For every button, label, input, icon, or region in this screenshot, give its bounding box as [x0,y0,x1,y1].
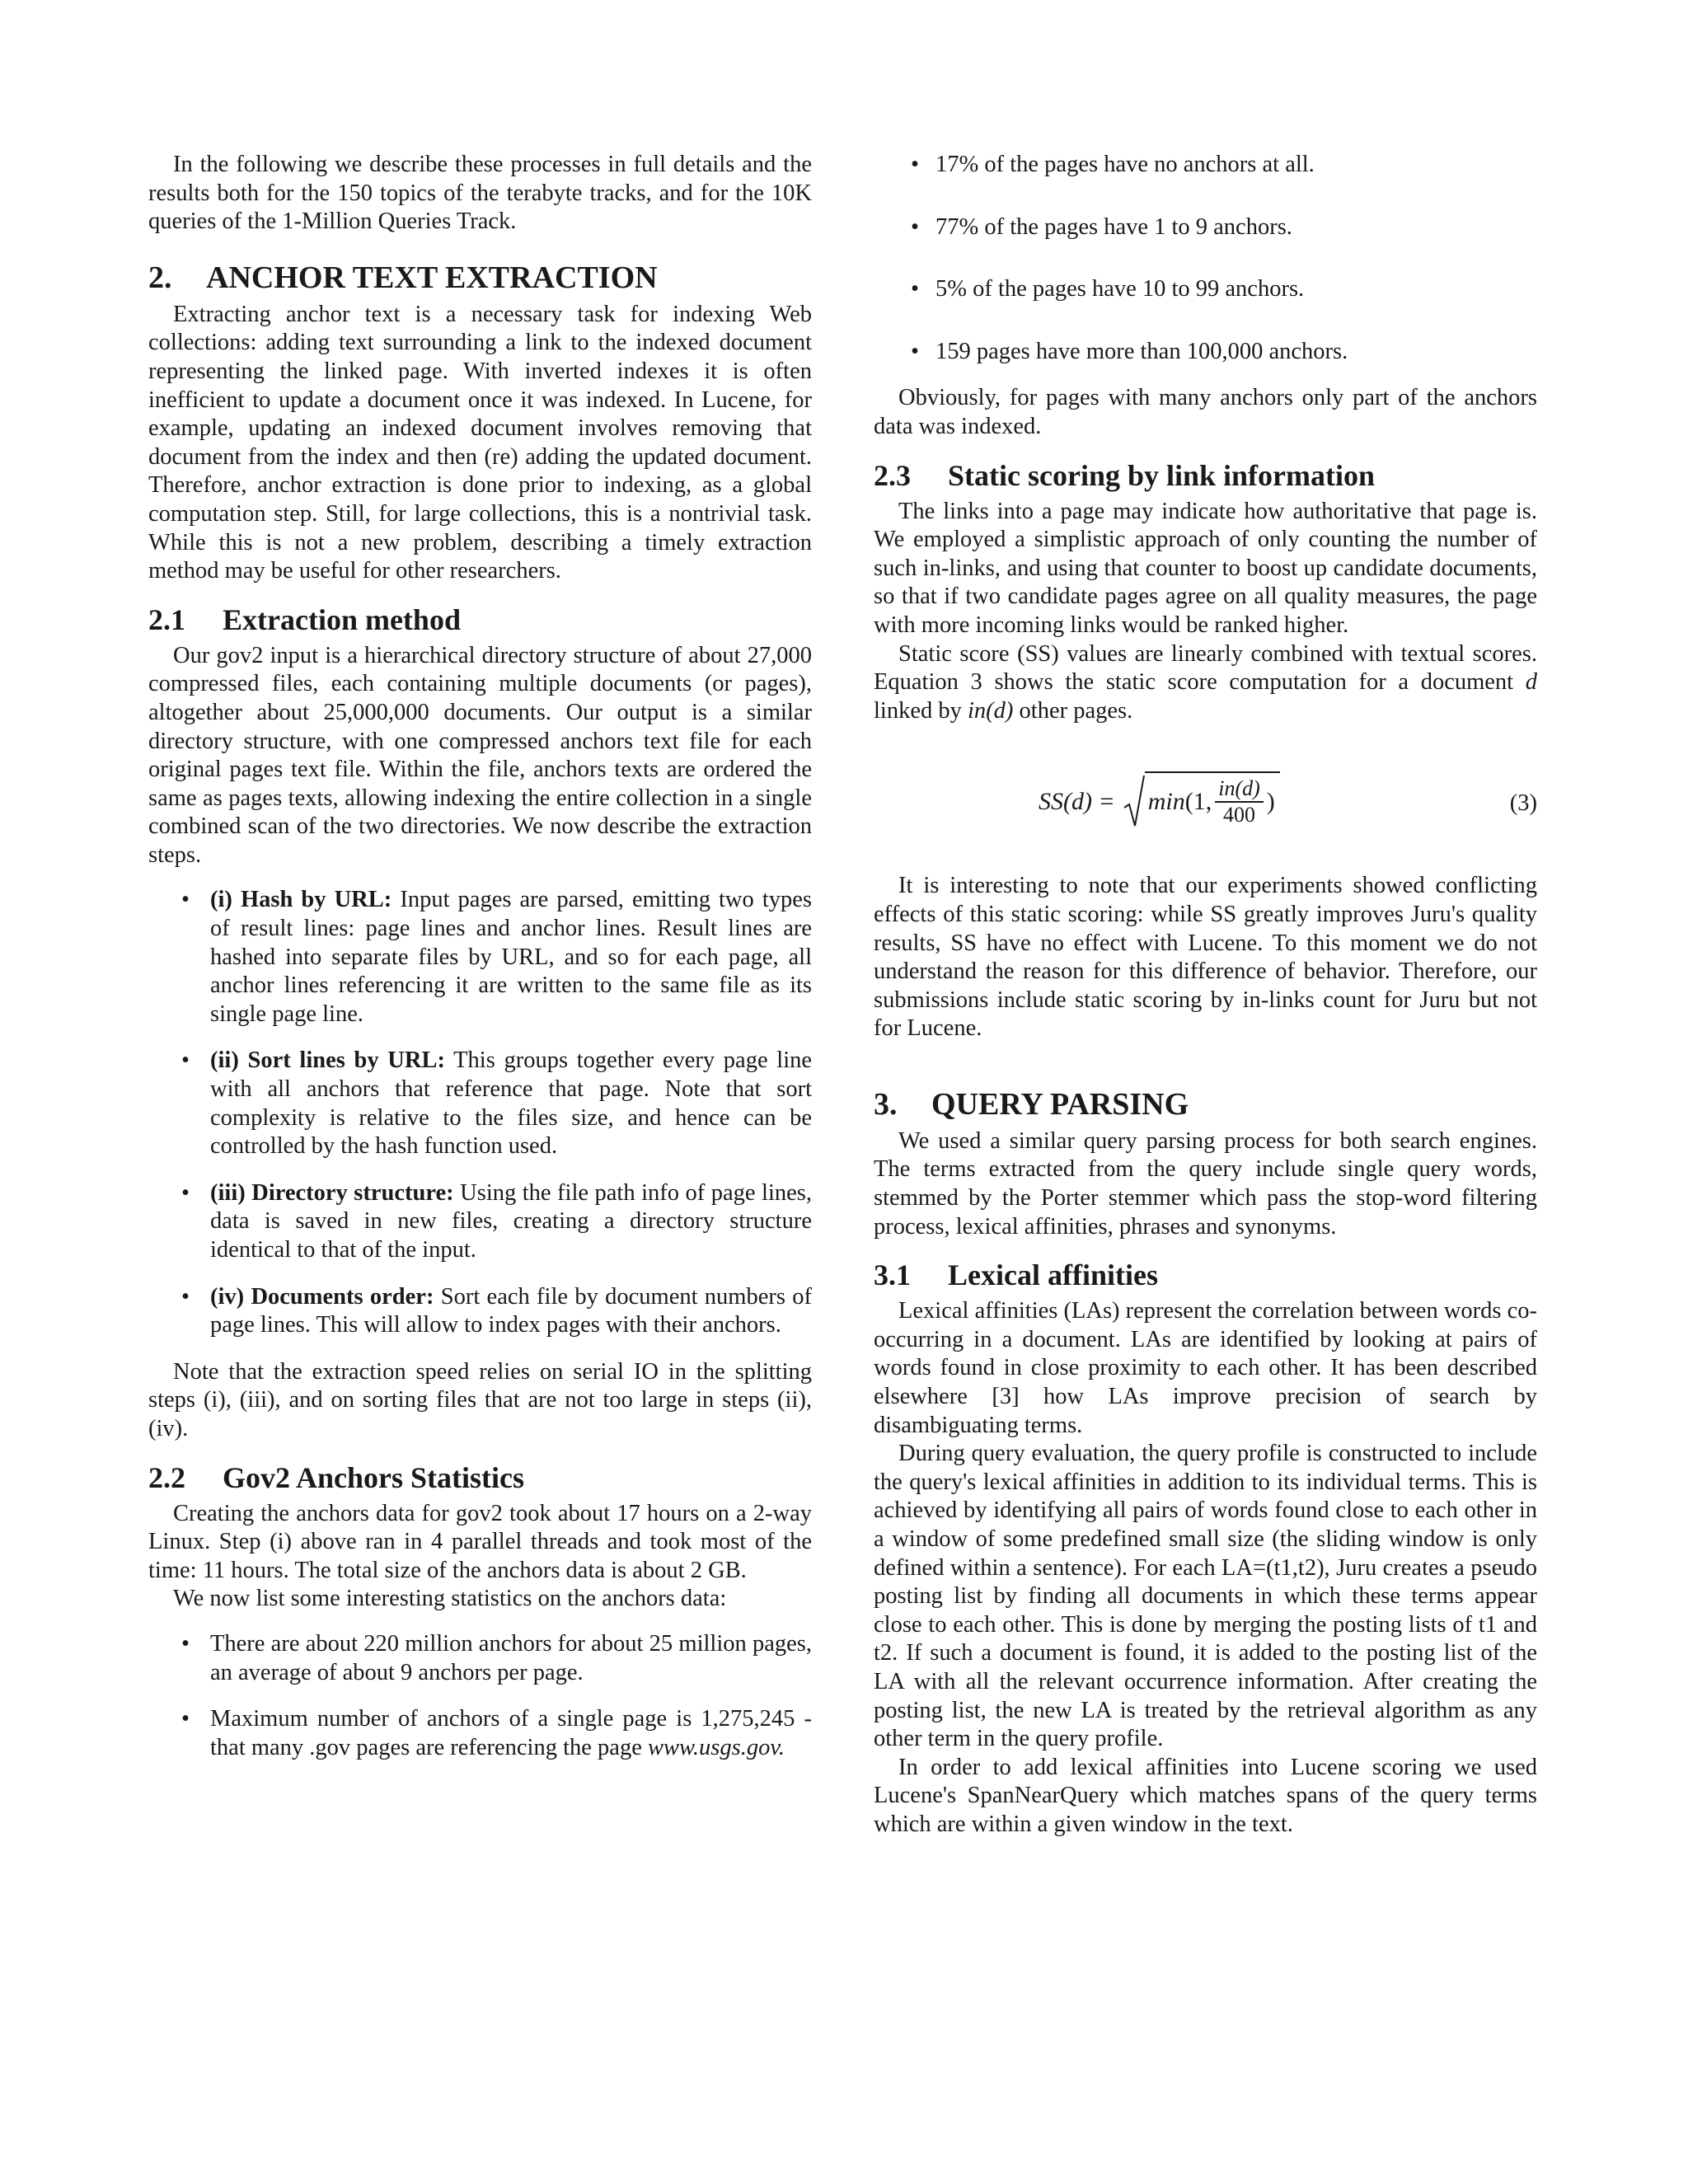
subsection-2-3-heading [874,458,1537,493]
url-text: www.usgs.gov. [647,1734,785,1760]
paragraph [874,640,1537,726]
equation-body [1039,775,1280,829]
list-item-text: Maximum number of anchors of a single page is 1,275,245 - that many .gov pages are referencing the page [210,1706,812,1760]
subsection-title: Extraction method [223,602,461,636]
min-args-close: ) [1266,788,1275,816]
text-run: other pages. [1013,697,1133,724]
equation-lhs: SS(d) = [1039,788,1115,816]
subsection-2-2-heading [148,1460,812,1495]
paragraph: Our gov2 input is a hierarchical directory structure of about 27,000 compressed files, each containing multiple documents (or pages), altogether about 25,000,000 documents. Our output is a similar directory structure, with one compressed anchors text file for each original pages text file. Within the file, anchors texts are ordered the same as pages texts, allowing indexing the entire collection in a single combined scan of the two directories. We now describe the extraction steps. [148,642,812,868]
list-item-text: 17% of the pages have no anchors at all. [935,152,1315,177]
subsection-3-1-heading [874,1258,1537,1292]
paragraph: Lexical affinities (LAs) represent the correlation between words co-occurring in a document. LAs are identified by looking at pairs of words found in close proximity to each other. It has been described elsewhere [3] how LAs improve precision of search by disambiguating terms. [874,1298,1537,1438]
list-item [148,886,812,1029]
list-item [874,151,1537,180]
text-run: linked by [874,697,968,724]
section-3-heading [874,1086,1537,1122]
math-var: d [1525,669,1537,696]
subsection-number: 2.3 [874,458,911,492]
section-2-heading [148,260,812,296]
list-item-text: 159 pages have more than 100,000 anchors. [935,338,1348,364]
section-title: QUERY PARSING [931,1086,1189,1122]
list-item-text: There are about 220 million anchors for about 25 million pages, an average of about 9 anchors per page. [210,1630,812,1685]
equation-number: (3) [1509,790,1537,817]
step-text: Sort each file by document numbers of page lines. This will allow to index pages with their anchors. [210,1283,812,1338]
subsection-number: 2.2 [148,1460,185,1494]
subsection-title: Gov2 Anchors Statistics [223,1460,525,1494]
list-item [874,338,1537,367]
paragraph: It is interesting to note that our experiments showed conflicting effects of this static scoring: while SS greatly improves Juru's quality results, SS have no effect with Lucene. To this moment we do not understand the reason for this difference of behavior. Therefore, our submissions include static scoring by in-links count for Juru but not for Lucene. [874,873,1537,1042]
list-item [874,213,1537,242]
list-item [148,1630,812,1687]
fraction-numerator: in(d) [1215,776,1264,803]
text-run: Static score (SS) values are linearly combined with textual scores. Equation 3 shows the static score computation for a document [874,640,1537,696]
paragraph: Creating the anchors data for gov2 took about 17 hours on a 2-way Linux. Step (i) above ran in 4 parallel threads and took most of the time: 11 hours. The total size of the anchors data is about 2 GB. [148,1500,812,1583]
subsection-title: Lexical affinities [948,1258,1158,1292]
section-number: 3. [874,1086,898,1122]
step-text: Input pages are parsed, emitting two types of result lines: page lines and anchor lines. Result lines are hashed into separate files by URL, and so for each page, all anchor lines referencing it are written to the same file as its single page line. [210,887,812,1027]
anchor-stats-list [148,1630,812,1762]
extraction-steps-list [148,886,812,1339]
list-item-text: 5% of the pages have 10 to 99 anchors. [935,276,1305,302]
fraction-denominator: 400 [1223,803,1255,827]
step-term: (iv) Documents order: [210,1283,434,1310]
left-column [148,151,812,1780]
square-root [1123,775,1280,829]
list-item [148,1283,812,1340]
list-item-text: 77% of the pages have 1 to 9 anchors. [935,213,1292,240]
fraction [1215,776,1264,827]
anchor-distribution-list [874,151,1537,366]
section-title: ANCHOR TEXT EXTRACTION [206,260,658,295]
paragraph: During query evaluation, the query profile is constructed to include the query's lexical affinities in addition to its individual terms. This is achieved by identifying all pairs of words found close to each other in a window of some predefined small size (the sliding window is only defined within a sentence). For each LA=(t1,t2), Juru creates a pseudo posting list by finding all documents in which these terms appear close to each other. This is done by merging the posting lists of t1 and t2. If such a document is found, it is added to the posting list of the LA with all the relevant occurrence information. After creating the posting list, the new LA is treated by the retrieval algorithm as any other term in the query profile. [874,1441,1537,1752]
paragraph: We now list some interesting statistics on the anchors data: [173,1586,727,1612]
equation-3 [874,758,1537,849]
subsection-number: 2.1 [148,602,185,636]
subsection-2-1-heading [148,602,812,637]
intro-paragraph: In the following we describe these processes in full details and the results both for the 150 topics of the terabyte tracks, and for the 10K queries of the 1-Million Queries Track. [148,152,812,235]
paragraph: Extracting anchor text is a necessary task for indexing Web collections: adding text surrounding a link to the indexed document representing the linked page. With inverted indexes it is often inefficient to update a document once it was indexed. In Lucene, for example, updating an indexed document involves removing that document from the index and then (re) adding the updated document. Therefore, anchor extraction is done prior to indexing, as a global computation step. Still, for large collections, this is a nontrivial task. While this is not a new problem, describing a timely extraction method may be useful for other researchers. [148,301,812,584]
list-item [874,275,1537,304]
list-item [148,1179,812,1265]
section-number: 2. [148,260,172,295]
min-function: min [1147,788,1185,816]
list-item [148,1047,812,1160]
paragraph: Note that the extraction speed relies on serial IO in the splitting steps (i), (iii), and on sorting files that are not too large in steps (ii), (iv). [148,1358,812,1441]
step-term: (i) Hash by URL: [210,887,392,913]
paragraph: In order to add lexical affinities into Lucene scoring we used Lucene's SpanNearQuery which matches spans of the query terms which are within a given window in the text. [874,1754,1537,1837]
list-item [148,1705,812,1762]
subsection-title: Static scoring by link information [948,458,1376,492]
subsection-number: 3.1 [874,1258,911,1292]
paragraph: Obviously, for pages with many anchors only part of the anchors data was indexed. [874,385,1537,439]
step-text: Using the file path info of page lines, data is saved in new files, creating a directory structure identical to that of the input. [210,1179,812,1263]
step-text: This groups together every page line with all anchors that reference that page. Note that sort complexity is relative to the files size, and hence can be controlled by the hash function used. [210,1047,813,1160]
min-args-open: (1, [1184,788,1212,816]
step-term: (iii) Directory structure: [210,1179,454,1206]
right-column [874,151,1537,1840]
paragraph: The links into a page may indicate how authoritative that page is. We employed a simplistic approach of only counting the number of such in-links, and using that counter to boost up candidate documents, so that if two candidate pages agree on all quality measures, the page with more incoming links would be ranked higher. [874,498,1537,638]
radical-sign-icon [1123,775,1145,829]
radicand [1145,771,1280,827]
step-term: (ii) Sort lines by URL: [210,1047,445,1074]
paragraph: We used a similar query parsing process for both search engines. The terms extracted from the query include single query words, stemmed by the Porter stemmer which pass the stop-word filtering process, lexical affinities, phrases and synonyms. [874,1127,1537,1240]
math-var: in(d) [968,697,1014,724]
